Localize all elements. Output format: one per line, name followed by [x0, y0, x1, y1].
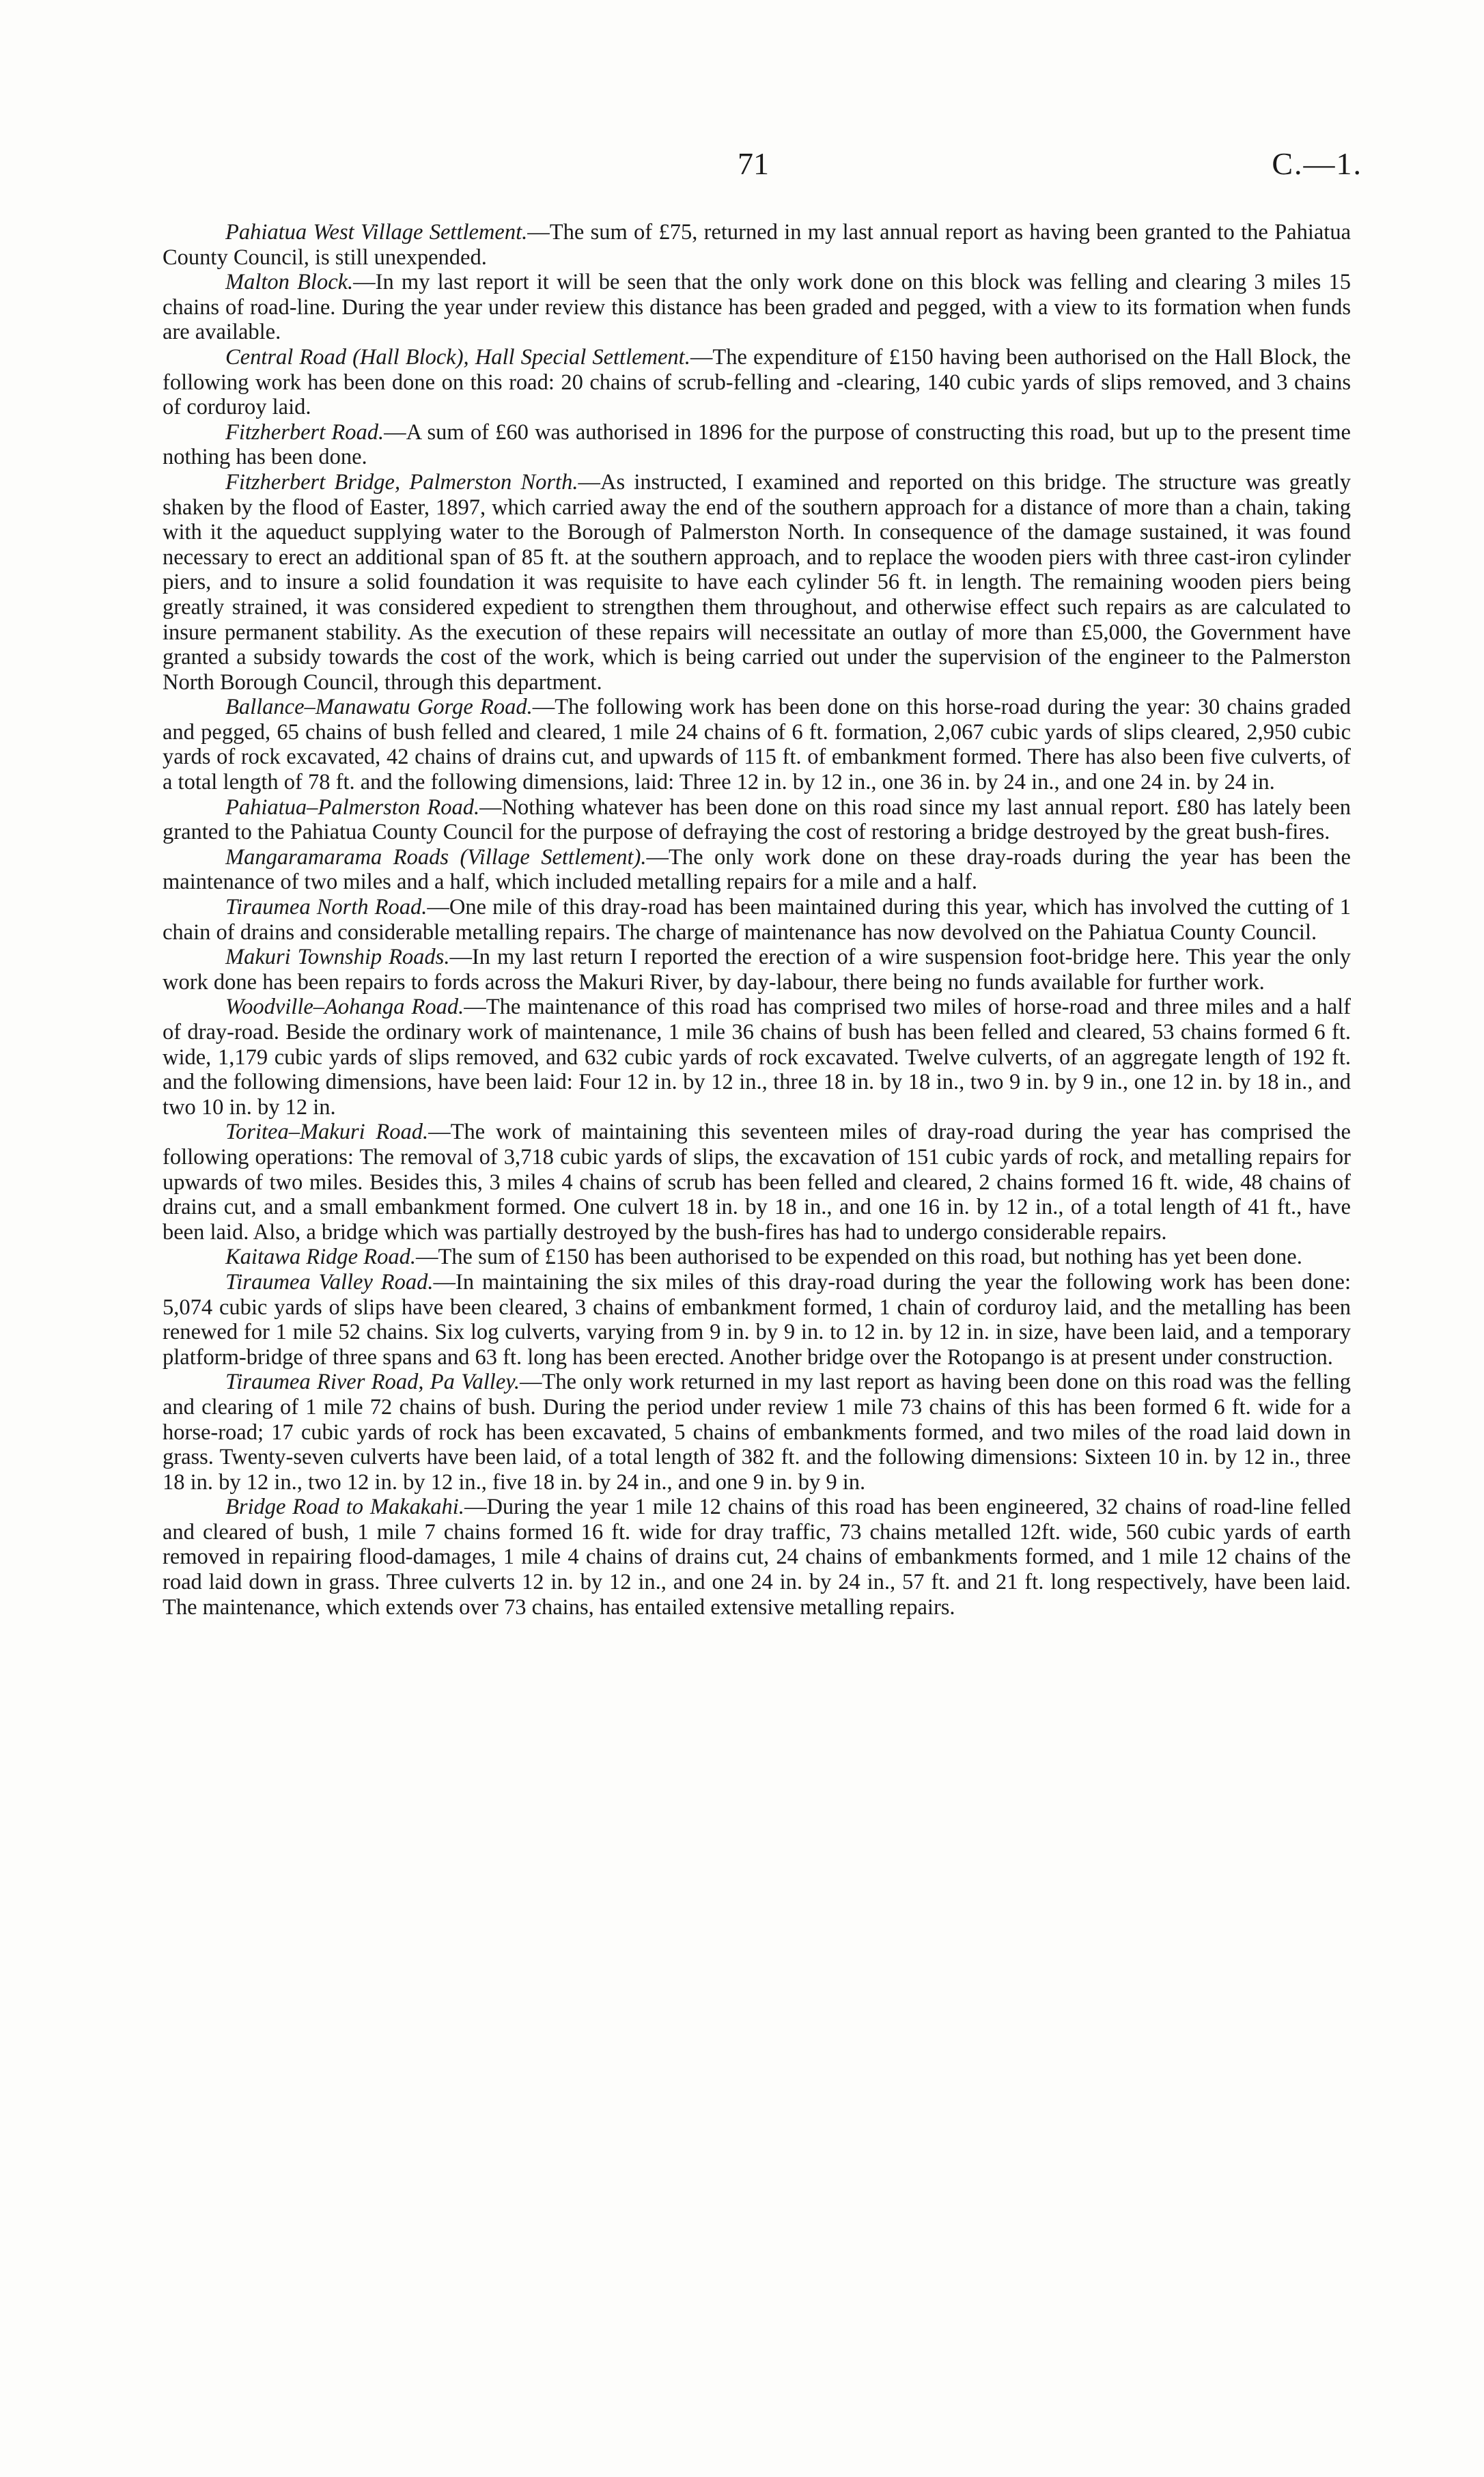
- paragraph-text: —As instructed, I examined and reported on this bridge. The structure was greatly shaken by the flood of Easter, 1897, which carried away the end of the southern approach for a distance of more than a chain, taking with it the aqueduct supplying water to the Borough of Palmerston North. In consequence of the damage sustained, it was found necessary to erect an additional span of 85 ft. at the southern approach, and to replace the wooden piers with three cast-iron cylinder piers, and to insure a solid foundation it was requisite to have each cylinder 56 ft. in length. The remaining wooden piers being greatly strained, it was considered expedient to strengthen them throughout, and otherwise effect such repairs as are calculated to insure permanent stability. As the execution of these repairs will necessitate an outlay of more than £5,000, the Government have granted a subsidy towards the cost of the work, which is being carried out under the supervision of the engineer to the Palmerston North Borough Council, through this department.: [163, 469, 1351, 695]
- paragraph-heading: Pahiatua–Palmerston Road.: [225, 794, 480, 820]
- paragraph-text: —During the year 1 mile 12 chains of this road has been engineered, 32 chains of road-line felled and cleared of bush, 1 mile 7 chains formed 16 ft. wide for dray traffic, 73 chains metalled 12ft. wide, 560 cubic yards of earth removed in repairing flood-damages, 1 mile 4 chains of drains cut, 24 chains of embankments formed, and 1 mile 12 chains of the road laid down in grass. Three culverts 12 in. by 12 in., and one 24 in. by 24 in., 57 ft. and 21 ft. long respectively, have been laid. The maintenance, which extends over 73 chains, has entailed extensive metalling repairs.: [163, 1495, 1351, 1620]
- document-code: C.—1.: [1272, 146, 1362, 181]
- paragraph-text: —The following work has been done on this horse-road during the year: 30 chains graded and pegged, 65 chains of bush felled and cleared, 1 mile 24 chains of 6 ft. formation, 2,067 cubic yards of slips cleared, 2,950 cubic yards of rock excavated, 42 chains of drains cut, and upwards of 115 ft. of embankment formed. There has also been five culverts, of a total length of 78 ft. and the following dimensions, laid: Three 12 in. by 12 in., one 36 in. by 24 in., and one 24 in. by 24 in.: [163, 695, 1352, 795]
- paragraph-text: —The sum of £75, returned in my last annual report as having been granted to the Pahiatua County Council, is still unexpended.: [163, 220, 1352, 270]
- paragraph-heading: Mangaramarama Roads (Village Settlement).: [225, 844, 647, 870]
- paragraph-text: —The maintenance of this road has comprised two miles of horse-road and three miles and a half of dray-road. Beside the ordinary work of maintenance, 1 mile 36 chains of bush has been felled and cleared, 53 chains formed 6 ft. wide, 1,179 cubic yards of slips removed, and 632 cubic yards of rock excavated. Twelve culverts, of an aggregate length of 192 ft. and the following dimensions, have been laid: Four 12 in. by 12 in., three 18 in. by 18 in., two 9 in. by 9 in., one 12 in. by 18 in., and two 10 in. by 12 in.: [163, 995, 1351, 1120]
- paragraph-text: —A sum of £60 was authorised in 1896 for the purpose of constructing this road, but up to the present time nothing has been done.: [163, 419, 1351, 470]
- paragraph-fitzherbert-bridge: [163, 470, 1351, 695]
- paragraph-bridge-road-makakahi: [163, 1495, 1351, 1620]
- paragraph-text: —In maintaining the six miles of this dray-road during the year the following work has been done: 5,074 cubic yards of slips have been cleared, 3 chains of embankment formed, 1 chain of corduroy laid, and the metalling has been renewed for 1 mile 52 chains. Six log culverts, varying from 9 in. by 9 in. to 12 in. by 12 in. in size, have been laid, and a temporary platform-bridge of three spans and 63 ft. long has been erected. Another bridge over the Rotopango is at present under construction.: [163, 1269, 1351, 1370]
- paragraph-text: —The only work returned in my last report as having been done on this road was the felling and clearing of 1 mile 72 chains of bush. During the period under review 1 mile 73 chains of this has been formed 6 ft. wide for a horse-road; 17 cubic yards of rock has been excavated, 5 chains of embankments formed, and two miles of the road laid down in grass. Twenty-seven culverts have been laid, of a total length of 382 ft. and the following dimensions: Sixteen 10 in. by 12 in., three 18 in. by 12 in., two 12 in. by 12 in., five 18 in. by 24 in., and one 9 in. by 9 in.: [163, 1370, 1351, 1495]
- paragraph-text: —The sum of £150 has been authorised to be expended on this road, but nothing has yet been done.: [415, 1245, 1302, 1270]
- paragraph-text: —The only work done on these dray-roads during the year has been the maintenance of two miles and a half, which included metalling repairs for a mile and a half.: [163, 844, 1351, 895]
- paragraph-heading: Central Road (Hall Block), Hall Special Settlement.: [225, 344, 690, 370]
- paragraph-heading: Makuri Township Roads.: [225, 945, 450, 970]
- paragraph-text: —In my last return I reported the erection of a wire suspension foot-bridge here. This year the only work done has been repairs to fords across the Makuri River, by day-labour, there being no funds available for further work.: [163, 945, 1352, 995]
- paragraph-heading: Malton Block.: [225, 270, 354, 295]
- paragraph-tiraumea-north: [163, 895, 1351, 945]
- paragraph-pahiatua-west: [163, 220, 1351, 270]
- paragraph-heading: Woodville–Aohanga Road.: [225, 995, 464, 1020]
- paragraph-woodville-aohanga: [163, 995, 1351, 1120]
- page-header: [0, 143, 1484, 198]
- paragraph-heading: Pahiatua West Village Settlement.: [225, 220, 528, 245]
- paragraph-text: —Nothing whatever has been done on this road since my last annual report. £80 has lately been granted to the Pahiatua County Council for the purpose of defraying the cost of restoring a bridge destroyed by the great bush-fires.: [163, 794, 1351, 845]
- paragraph-heading: Kaitawa Ridge Road.: [225, 1245, 416, 1270]
- paragraph-heading: Bridge Road to Makakahi.: [225, 1495, 464, 1520]
- paragraph-fitzherbert-road: [163, 420, 1351, 470]
- paragraph-heading: Tiraumea River Road, Pa Valley.: [225, 1370, 520, 1395]
- paragraph-malton-block: [163, 270, 1351, 345]
- paragraph-ballance-manawatu: [163, 695, 1351, 794]
- paragraph-tiraumea-valley: [163, 1270, 1351, 1370]
- paragraph-text: —The work of maintaining this seventeen miles of dray-road during the year has comprised the following operations: The removal of 3,718 cubic yards of slips, the excavation of 151 cubic yards of rock, and metalling repairs for upwards of two miles. Besides this, 3 miles 4 chains of scrub has been felled and cleared, 2 chains formed 16 ft. wide, 48 chains of drains cut, and a small embankment formed. One culvert 18 in. by 18 in., and one 16 in. by 12 in., of a total length of 41 ft., have been laid. Also, a bridge which was partially destroyed by the bush-fires has had to undergo considerable repairs.: [163, 1120, 1351, 1245]
- report-body: [163, 220, 1351, 1620]
- paragraph-pahiatua-palmerston: [163, 795, 1351, 845]
- paragraph-text: —The expenditure of £150 having been authorised on the Hall Block, the following work has been done on this road: 20 chains of scrub-felling and -clearing, 140 cubic yards of slips removed, and 3 chains of corduroy laid.: [163, 344, 1352, 420]
- paragraph-makuri-township: [163, 945, 1351, 995]
- paragraph-heading: Fitzherbert Bridge, Palmerston North.: [225, 469, 578, 495]
- paragraph-toritea-makuri: [163, 1120, 1351, 1245]
- paragraph-tiraumea-river: [163, 1370, 1351, 1495]
- page-number: 71: [738, 146, 769, 181]
- paragraph-heading: Tiraumea Valley Road.: [225, 1269, 434, 1295]
- paragraph-heading: Fitzherbert Road.: [225, 419, 384, 445]
- paragraph-heading: Ballance–Manawatu Gorge Road.: [225, 695, 533, 720]
- paragraph-text: —One mile of this dray-road has been maintained during this year, which has involved the cutting of 1 chain of drains and considerable metalling repairs. The charge of maintenance has now devolved on the Pahiatua County Council.: [163, 895, 1352, 945]
- paragraph-text: —In my last report it will be seen that the only work done on this block was felling and clearing 3 miles 15 chains of road-line. During the year under review this distance has been graded and pegged, with a view to its formation when funds are available.: [163, 270, 1351, 345]
- paragraph-heading: Toritea–Makuri Road.: [225, 1120, 429, 1145]
- paragraph-kaitawa-ridge: [163, 1245, 1351, 1270]
- paragraph-mangaramarama: [163, 845, 1351, 895]
- paragraph-central-road: [163, 345, 1351, 420]
- paragraph-heading: Tiraumea North Road.: [225, 895, 428, 920]
